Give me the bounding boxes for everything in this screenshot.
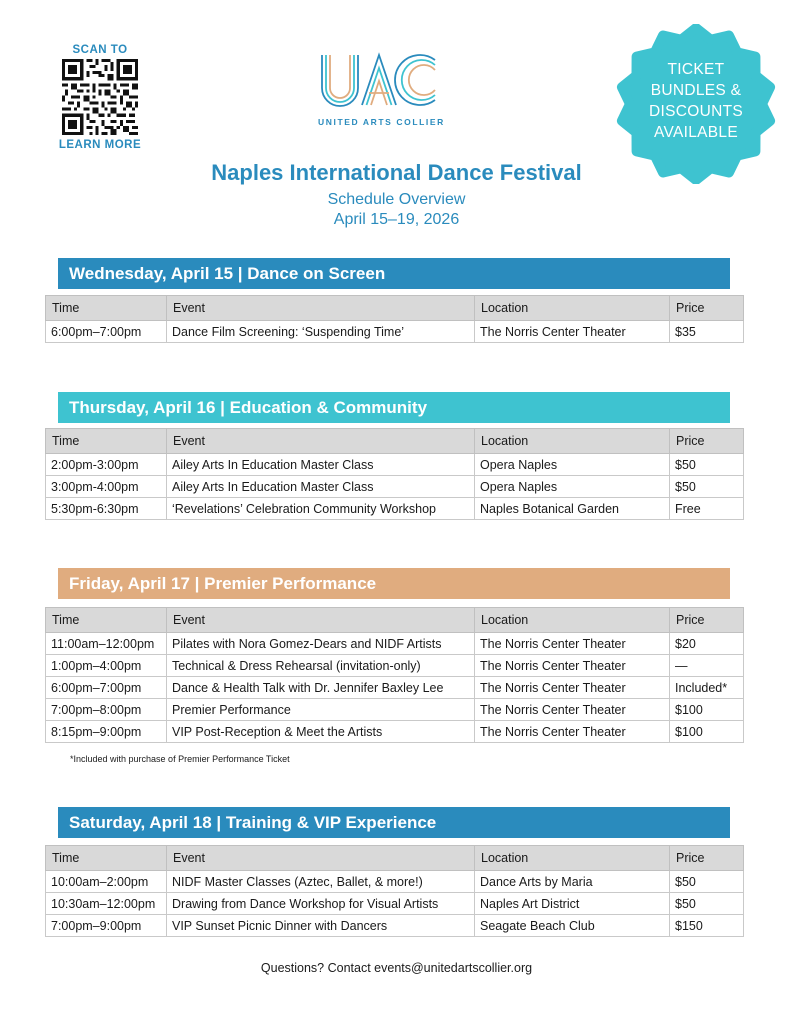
cell-event: VIP Post-Reception & Meet the Artists	[167, 721, 475, 743]
col-header-location: Location	[475, 608, 670, 633]
cell-event: Premier Performance	[167, 699, 475, 721]
cell-price: $35	[670, 321, 744, 343]
cell-price: Free	[670, 498, 744, 520]
day-header-saturday: Saturday, April 18 | Training & VIP Experience	[58, 807, 730, 838]
cell-time: 8:15pm–9:00pm	[46, 721, 167, 743]
cell-price: $50	[670, 871, 744, 893]
table-row	[46, 633, 744, 655]
col-header-event: Event	[167, 296, 475, 321]
table-header-row	[46, 608, 744, 633]
friday-footnote: *Included with purchase of Premier Performance Ticket	[70, 754, 290, 764]
qr-block	[52, 44, 148, 151]
badge-line: AVAILABLE	[654, 124, 738, 141]
cell-location: The Norris Center Theater	[475, 321, 670, 343]
cell-location: The Norris Center Theater	[475, 721, 670, 743]
cell-time: 10:00am–2:00pm	[46, 871, 167, 893]
cell-price: Included*	[670, 677, 744, 699]
schedule-table-wednesday	[45, 295, 744, 343]
cell-time: 3:00pm-4:00pm	[46, 476, 167, 498]
day-header-friday: Friday, April 17 | Premier Performance	[58, 568, 730, 599]
badge-text	[616, 59, 776, 143]
qr-top-label: SCAN TO	[72, 44, 128, 56]
table-header-row	[46, 846, 744, 871]
qr-bottom-label: LEARN MORE	[58, 139, 142, 151]
schedule-table-thursday	[45, 428, 744, 520]
table-row	[46, 476, 744, 498]
table-row	[46, 721, 744, 743]
cell-time: 7:00pm–9:00pm	[46, 915, 167, 937]
table-row	[46, 893, 744, 915]
logo-org-name: UNITED ARTS COLLIER	[318, 117, 445, 127]
table-row	[46, 321, 744, 343]
cell-event: NIDF Master Classes (Aztec, Ballet, & more!)	[167, 871, 475, 893]
cell-event: Technical & Dress Rehearsal (invitation-only)	[167, 655, 475, 677]
table-row	[46, 655, 744, 677]
festival-dates: April 15–19, 2026	[333, 211, 460, 228]
cell-price: $50	[670, 454, 744, 476]
table-row	[46, 498, 744, 520]
cell-location: Naples Art District	[475, 893, 670, 915]
cell-location: Opera Naples	[475, 454, 670, 476]
cell-location: Opera Naples	[475, 476, 670, 498]
cell-event: VIP Sunset Picnic Dinner with Dancers	[167, 915, 475, 937]
cell-event: Ailey Arts In Education Master Class	[167, 454, 475, 476]
table-row	[46, 454, 744, 476]
cell-location: The Norris Center Theater	[475, 633, 670, 655]
badge-line: BUNDLES &	[650, 82, 742, 99]
col-header-price: Price	[670, 608, 744, 633]
cell-event: Dance Film Screening: ‘Suspending Time’	[167, 321, 475, 343]
cell-price: $50	[670, 476, 744, 498]
cell-time: 11:00am–12:00pm	[46, 633, 167, 655]
table-row	[46, 871, 744, 893]
cell-event: ‘Revelations’ Celebration Community Workshop	[167, 498, 475, 520]
col-header-event: Event	[167, 846, 475, 871]
cell-price: —	[670, 655, 744, 677]
cell-time: 10:30am–12:00pm	[46, 893, 167, 915]
cell-time: 6:00pm–7:00pm	[46, 321, 167, 343]
cell-event: Pilates with Nora Gomez-Dears and NIDF Artists	[167, 633, 475, 655]
uac-logo-mark	[318, 52, 440, 108]
col-header-time: Time	[46, 429, 167, 454]
cell-event: Ailey Arts In Education Master Class	[167, 476, 475, 498]
col-header-price: Price	[670, 296, 744, 321]
cell-location: The Norris Center Theater	[475, 677, 670, 699]
cell-price: $150	[670, 915, 744, 937]
cell-price: $100	[670, 699, 744, 721]
col-header-time: Time	[46, 846, 167, 871]
table-row	[46, 699, 744, 721]
col-header-event: Event	[167, 608, 475, 633]
cell-time: 2:00pm-3:00pm	[46, 454, 167, 476]
cell-time: 5:30pm-6:30pm	[46, 498, 167, 520]
cell-time: 6:00pm–7:00pm	[46, 677, 167, 699]
cell-time: 7:00pm–8:00pm	[46, 699, 167, 721]
qr-code-icon[interactable]	[62, 59, 138, 135]
badge-line: TICKET	[667, 61, 725, 78]
cell-time: 1:00pm–4:00pm	[46, 655, 167, 677]
cell-location: The Norris Center Theater	[475, 699, 670, 721]
cell-event: Dance & Health Talk with Dr. Jennifer Baxley Lee	[167, 677, 475, 699]
cell-location: Dance Arts by Maria	[475, 871, 670, 893]
cell-location: The Norris Center Theater	[475, 655, 670, 677]
col-header-time: Time	[46, 296, 167, 321]
table-header-row	[46, 296, 744, 321]
page-title: Naples International Dance Festival	[211, 160, 582, 185]
schedule-table-friday	[45, 607, 744, 743]
cell-location: Naples Botanical Garden	[475, 498, 670, 520]
cell-event: Drawing from Dance Workshop for Visual Artists	[167, 893, 475, 915]
uac-logo	[318, 52, 445, 127]
cell-price: $20	[670, 633, 744, 655]
day-header-wednesday: Wednesday, April 15 | Dance on Screen	[58, 258, 730, 289]
cell-location: Seagate Beach Club	[475, 915, 670, 937]
table-header-row	[46, 429, 744, 454]
title-block	[0, 160, 793, 229]
cell-price: $50	[670, 893, 744, 915]
day-header-thursday: Thursday, April 16 | Education & Community	[58, 392, 730, 423]
col-header-location: Location	[475, 846, 670, 871]
col-header-price: Price	[670, 429, 744, 454]
cell-price: $100	[670, 721, 744, 743]
col-header-location: Location	[475, 429, 670, 454]
table-row	[46, 915, 744, 937]
badge-line: DISCOUNTS	[649, 103, 743, 120]
page-subtitle: Schedule Overview	[327, 191, 466, 208]
col-header-price: Price	[670, 846, 744, 871]
table-row	[46, 677, 744, 699]
col-header-location: Location	[475, 296, 670, 321]
col-header-time: Time	[46, 608, 167, 633]
schedule-table-saturday	[45, 845, 744, 937]
contact-footer[interactable]: Questions? Contact events@unitedartscollier.org	[260, 961, 533, 975]
col-header-event: Event	[167, 429, 475, 454]
